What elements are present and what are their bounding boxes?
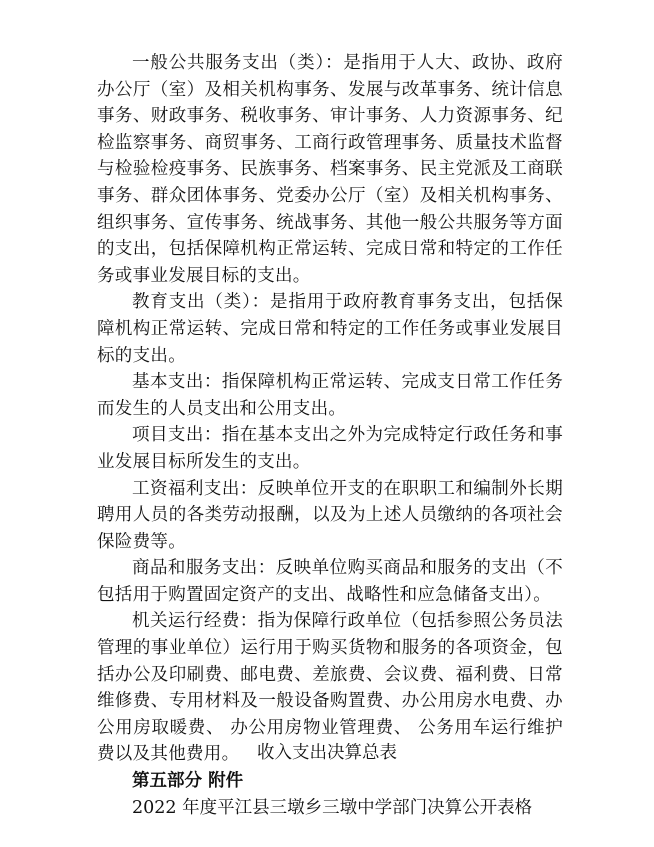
paragraph-salary-welfare: 工资福利支出：反映单位开支的在职职工和编制外长期聘用人员的各类劳动报酬，以及为上述人员缴纳的各项社会保险费等。: [97, 478, 563, 552]
attachment-title: 2022 年度平江县三墩乡三墩中学部门决算公开表格: [132, 797, 533, 818]
paragraph-general-public-services: 一般公共服务支出（类）：是指用于人大、政协、政府办公厅（室）及相关机构事务、发展与改革事务、统计信息事务、财政事务、税收事务、审计事务、人力资源事务、纪检监察事务、商贸事务、工商行政管理事务、质量技术监督与检验检疫事务、民族事务、档案事务、民主党派及工商联事务、群众团体事务、党委办公厅（室）及相关机构事务、组织事务、宣传事务、统战事务、其他一般公共服务等方面的支出，包括保障机构正常运转、完成日常和特定的工作任务或事业发展目标的支出。: [97, 53, 563, 286]
paragraph-project-expenditure: 项目支出：指在基本支出之外为完成特定行政任务和事业发展目标所发生的支出。: [97, 425, 563, 472]
paragraph-education-expenditure: 教育支出（类）：是指用于政府教育事务支出，包括保障机构正常运转、完成日常和特定的工作任务或事业发展目标的支出。: [97, 292, 563, 366]
paragraph-goods-services: 商品和服务支出：反映单位购买商品和服务的支出（不包括用于购置固定资产的支出、战略性和应急储备支出）。: [97, 558, 563, 605]
paragraph-basic-expenditure: 基本支出：指保障机构正常运转、完成支日常工作任务而发生的人员支出和公用支出。: [97, 372, 563, 419]
document-body: [97, 50, 563, 821]
section-heading: 第五部分 附件: [132, 771, 244, 792]
table-title: 收入支出决算总表: [257, 743, 397, 763]
paragraph-operating-funds: 机关运行经费：指为保障行政单位（包括参照公务员法管理的事业单位）运行用于购买货物和服务的各项资金，包括办公及印刷费、邮电费、差旅费、会议费、福利费、日常维修费、专用材料及一般设备购置费、办公用房水电费、办公用房取暖费、 办公用房物业管理费、 公务用车运行维护费以及其他费用。: [97, 611, 563, 765]
